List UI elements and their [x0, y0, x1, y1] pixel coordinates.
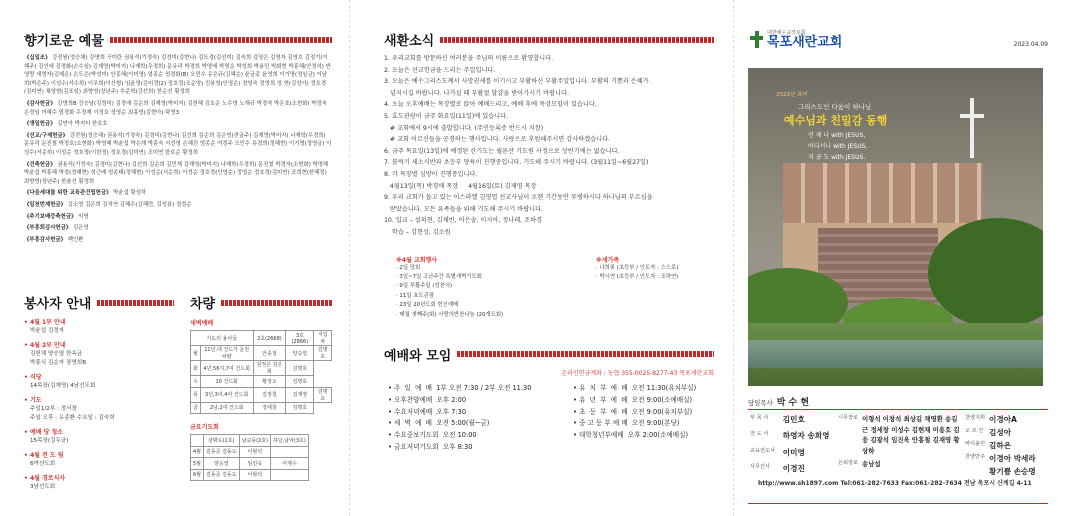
- music-name: 이경아A: [989, 415, 1017, 424]
- table-cell: 4년,56지,7여 건드회: [200, 361, 253, 376]
- table-cell: 양승열: [286, 346, 314, 361]
- volunteer-line: 15목장(김두균): [30, 438, 69, 444]
- news-item: # 교회에서 9시에 출발합니다. (주민등록증 반드시 지참): [384, 124, 544, 132]
- worship-time-item: • 금요저녁기도회 오후 8:30: [388, 442, 473, 451]
- new-family: [596, 255, 678, 320]
- table-cell: 목: [191, 387, 201, 402]
- cover-column: [748, 0, 1068, 516]
- fold-line: [733, 0, 734, 516]
- table-cell: 임진욱: [239, 458, 270, 470]
- offering-label: 《부흥감사헌금》: [24, 236, 67, 243]
- motto-line4: 어디서나 with JESUS,: [808, 143, 868, 150]
- table-cell: 이형석: [239, 446, 270, 458]
- event-item: · 11일 효도관광: [396, 292, 435, 299]
- pastor-line: [748, 395, 809, 408]
- news-item: 5. 효도관광이 금주 화요일(11일)에 있습니다.: [384, 112, 509, 120]
- volunteer-line: 14목장(김재영) 4남선도회: [30, 383, 96, 389]
- music-name: 이경아 박세라: [989, 454, 1036, 463]
- worship-time-item: • 새 벽 예 배 오전 5:00(월~금): [388, 419, 490, 428]
- table-cell: 원정은 김은희: [253, 361, 286, 376]
- motto-year: 2023년 표어: [776, 92, 808, 98]
- offering-group: [24, 161, 332, 187]
- table-cell: 월: [191, 346, 201, 361]
- event-item: · 매월 셋째주(화) 사랑의반찬나눔 (20개도회): [396, 311, 504, 318]
- church-contact: http://www.sh1897.com Tel:061-282-7633 Fax:061-282-7634 전남 목포시 산계길 4-11: [758, 480, 1032, 487]
- event-item: · 23일 20년도회 헌신예배: [396, 302, 459, 309]
- elders-role: 시무장로: [838, 415, 859, 421]
- music-role: 찬양반주: [965, 454, 986, 460]
- worship-header: [384, 345, 714, 364]
- dawn-vehicle-table: [190, 330, 332, 414]
- volunteer-heading: • 기도: [24, 397, 42, 404]
- table-header-cell: 3호(2866): [286, 331, 314, 346]
- title-bar: [440, 37, 714, 43]
- worship-time-item: • 오후찬양예배 오후 2:00: [388, 395, 467, 404]
- retired-elder-name: 송남섭: [862, 460, 881, 468]
- offering-label: 《선교/구제헌금》: [24, 132, 68, 139]
- motto-line5: 지 금 도 with JESUS.: [808, 154, 866, 161]
- music-staff-row: [963, 439, 1038, 452]
- news-item: 10. 입교 – 설의현, 김채빈, 어은솔, 이지아, 정나래, 조하경: [384, 217, 543, 225]
- news-column: [384, 0, 714, 516]
- offering-group: [24, 201, 332, 210]
- music-role: 바이올린: [965, 441, 986, 447]
- volunteer-line: 박윤섭 김정자: [30, 328, 65, 334]
- title-bar: [97, 300, 174, 306]
- friday-vehicle-table: [190, 434, 309, 481]
- staff-name: 이미영: [782, 447, 805, 457]
- staff-role: 전 도 사: [750, 431, 769, 438]
- table-cell: 11년,대 건드가 운전 차량: [200, 346, 253, 361]
- table-cell: 안종철: [253, 346, 286, 361]
- volunteer-heading: • 4월 전 도 팀: [24, 452, 64, 459]
- church-name: 목포새란교회: [767, 35, 843, 50]
- news-item: 널지시길 바랍니다. 나가실 때 부활절 달걀을 받아가시기 바랍니다.: [384, 89, 569, 97]
- music-name: 김하은: [989, 441, 1012, 450]
- offerings-header: [24, 30, 332, 49]
- table-cell: 화: [191, 361, 201, 376]
- table-cell: 2남,2여 건드회: [200, 402, 253, 414]
- music-role: 찬양지휘: [965, 415, 986, 421]
- motto-line1: 그리스도인 다움이 하나님: [798, 103, 872, 111]
- new-family-title: ※새가족: [596, 256, 620, 264]
- volunteer-line: 6여선도회: [30, 461, 56, 467]
- table-cell: 금: [191, 402, 201, 414]
- offering-label: 《건축헌금》: [24, 161, 56, 168]
- offerings-list: [24, 54, 332, 290]
- news-item: 1. 우리교회를 방문하신 여러분을 주님의 이름으로 환영합니다.: [384, 55, 554, 62]
- motto-main: 예수님과 친밀감 동행: [784, 114, 888, 127]
- worship-time-item: • 초 등 부 예 배 오전 9:00(유치부실): [573, 407, 693, 416]
- table-header-cell: 하당,남악(3호): [271, 435, 309, 447]
- worship-time-item: • 수요저녁예배 오후 7:30: [388, 407, 467, 416]
- table-header-cell: 삼밖도(1호): [204, 435, 240, 447]
- april-events: [396, 255, 576, 320]
- news-item: 7. 블럭기 세소식반과 초등부 양육이 진행중입니다. 기도해 주시기 바랍니다. (3월11일~6월27일): [384, 159, 649, 167]
- bulletin-date: 2023.04.09: [1013, 41, 1048, 48]
- table-row: [191, 361, 332, 376]
- table-cell: 정세창: [253, 402, 286, 414]
- divider: [748, 409, 1048, 410]
- staff-name: 김민호: [782, 415, 805, 424]
- volunteer-section: [24, 293, 174, 497]
- table-row: [191, 446, 309, 458]
- table-header-cell: 남교동(2호): [239, 435, 270, 447]
- table-row: [191, 376, 332, 388]
- offerings-title: 향기로운 예물: [24, 34, 104, 49]
- worship-time-item: • 대학청년부예배 오후 2:00(소예배실): [573, 431, 689, 440]
- news-item: 4월13일(목) 박경애 목장 4월16일(토) 김재영 목장: [384, 182, 537, 190]
- offering-group: [24, 54, 332, 97]
- staff-role: 사무간사: [750, 463, 771, 470]
- news-title: 새환소식: [384, 34, 435, 49]
- staff-row: [748, 462, 838, 478]
- news-item: 8. 각 목장별 심방이 진행중입니다.: [384, 170, 478, 178]
- volunteer-heading-text: 식당: [29, 374, 42, 381]
- volunteer-heading-text: 4월 2부 안내: [29, 342, 66, 349]
- offering-names: 백인환: [67, 236, 84, 243]
- denomination: 대한예수교장로회: [767, 30, 806, 36]
- table-cell: 양승열: [204, 458, 240, 470]
- staff-role: 부 목 사: [750, 415, 769, 421]
- table-cell: 김명호: [314, 346, 332, 361]
- volunteer-heading-text: 4월 전 도 팀: [29, 452, 64, 459]
- offering-label: 《주기보배증축헌금》: [24, 213, 77, 220]
- event-item: · 3일~7일 고난주간 특별새벽기도회: [396, 273, 482, 280]
- volunteer-line: 3남선도회: [30, 484, 56, 490]
- volunteer-heading: • 예배 당 청소: [24, 429, 64, 436]
- staff-list: [748, 413, 1048, 478]
- friday-prayer-subtitle: 금요기도회: [190, 424, 219, 431]
- music-staff-row: [963, 465, 1038, 478]
- staff-name: 이경진: [782, 463, 805, 473]
- volunteer-line: 주일1/2부 : 정서창: [30, 406, 77, 412]
- pastor-name: 박 수 현: [776, 398, 810, 408]
- table-cell: 이형석: [239, 469, 270, 481]
- news-list: [384, 53, 714, 239]
- pastor-role: 담임목사: [748, 399, 773, 407]
- table-row: [191, 346, 332, 361]
- volunteer-heading-text: 기도: [29, 397, 42, 404]
- volunteer-line: 주일 오후 : 유종환 수요일 : 김숙희: [30, 415, 115, 421]
- table-cell: 10 건드회: [200, 376, 253, 388]
- offering-names: 익명: [78, 213, 89, 220]
- news-item: 받았습니다. 모든 유족들을 위해 기도해 주시기 바랍니다.: [384, 205, 544, 213]
- music-role: 오 르 간: [965, 428, 984, 434]
- divider-bottom: [748, 503, 1048, 504]
- table-cell: 수: [191, 376, 201, 388]
- events-title: ※4월 교회행사: [396, 256, 438, 264]
- offering-label: 《생일헌금》: [24, 121, 56, 128]
- table-cell: 김명호: [314, 387, 332, 402]
- staff-row: [748, 429, 838, 445]
- worship-time-item: • 수요중보기도회 오전 10:00: [388, 431, 477, 440]
- table-cell: [271, 469, 309, 481]
- table-header-cell: 기도의 용사들: [191, 331, 254, 346]
- table-cell: 김동준 김동도: [204, 446, 240, 458]
- news-item: # 교회 어르신들을 공경하는 행사입니다. 사랑으로 후원해주시면 감사하겠습니다.: [384, 136, 611, 144]
- worship-time-item: • 유 년 부 예 배 오전 9:00(소예배실): [573, 395, 693, 404]
- new-family-item: · 박시연 (초등부 / 인도자 : 조하연): [596, 273, 679, 280]
- table-header-row: [191, 435, 309, 447]
- worship-time-item: • 유 치 부 예 배 오전 11:30(유치부실): [573, 383, 697, 392]
- volunteer-heading: • 4월 경로식사: [24, 475, 66, 482]
- table-header-cell: 지입차: [314, 331, 332, 346]
- tower-cross-icon: [970, 98, 974, 158]
- news-item: 2. 오늘은 선교헌금을 드리는 주일입니다.: [384, 66, 496, 74]
- worship-time-item: • 주 일 예 배 1부 오전 7:30 / 2부 오전 11:30: [388, 383, 532, 392]
- offering-names: 강전원(정승채) 강명희 구미란 권용석(기정숙) 김경미(김현나) 김도경(김선미) 김숙희 김영은 김영자 김영호 김정기(이혜주) 김인애 김정화(손수심) 김재영(박미지) 나재학(우경희) 문유리 박경희 박영애 박명순 박성희 박용민 박회현 박흥혜(안정석) 반영랑 새영자(김제은) 손도은(박성미) 안종혜(이미영) 엄종순 엄경화(B) 오민수 유은규(김혜순) 윤금종 윤영희 이기명(정임금) 이남희(박은주) 이성수(서수희) 이우희(이산형) 임윤영(김미정(2) 정호정(조순영) 진봉영(인영순) 정영숙 정영희 정 현(김성아) 정호경(김미연) 채영현(김포심) 최향영(장년주) 추준혁(강선희) 한순선 황정희: [24, 55, 331, 96]
- news-item: 6. 금주 목요일(13일)에 예정된 산기도는 월론산 기도원 사정으로 상반기에는 없습니다.: [384, 147, 620, 155]
- offering-label: 《다음세대를 위한 교육관건립헌금》: [24, 190, 112, 197]
- music-role: [963, 465, 987, 478]
- volunteer-heading-text: 예배 당 청소: [29, 429, 64, 436]
- event-item: · 9일 부활주일 (성찬식): [396, 283, 453, 290]
- table-row: [191, 402, 332, 414]
- church-logo: [750, 29, 842, 49]
- music-name: 황기쁨 손승명: [989, 467, 1036, 476]
- worship-time-item: • 중 고 등 부 예 배 오전 9:00(본당): [573, 419, 680, 428]
- offering-group: [24, 100, 332, 117]
- fold-line: [349, 0, 350, 516]
- offering-names: 김소영 김은희 김지연 김혜수(김혜련, 김성용) 정정순: [67, 201, 192, 208]
- table-cell: 6월: [191, 469, 204, 481]
- table-cell: 김명호: [286, 361, 314, 376]
- news-item: 3. 오늘은 예수그리스도께서 사망권세를 이기시고 부활하신 부활주일입니다. 부활의 기쁨과 은혜가: [384, 78, 649, 86]
- offering-names: 박윤섭 황성하: [113, 190, 147, 197]
- music-name: 김성아: [989, 428, 1012, 437]
- table-cell: 3년,3여,4여 건드회: [200, 387, 253, 402]
- event-item: · 2일 당회: [396, 264, 421, 271]
- worship-title: 예배와 모임: [384, 348, 452, 364]
- table-cell: 4월: [191, 446, 204, 458]
- offering-label: 《십일조》: [24, 55, 51, 61]
- table-cell: 김명호: [286, 376, 314, 388]
- volunteer-heading-text: 4월 1부 안내: [29, 319, 66, 326]
- volunteer-heading: • 4월 2부 안내: [24, 342, 66, 349]
- volunteer-line: 김헌채 양승열 한옥금: [30, 351, 83, 357]
- staff-name: 하영자 송희영: [782, 431, 830, 441]
- table-row: [191, 458, 309, 470]
- table-cell: 황정오: [253, 376, 286, 388]
- online-offering-account: 온라인헌금계좌 : 농협 355-0025-8277-43 목포새란교회: [561, 369, 714, 377]
- offering-names: 강명희B 강승남(김정미) 김경애 김순희 김재영(박미지) 김헌혜 김호순 노수영 노재규 박경자 박은호(소현화) 박정숙 손정임 여혜수 엄경화 우정재 이정호 정영순 최홍영(김현아) 탁영3: [24, 100, 327, 116]
- table-cell: 김정철: [253, 387, 286, 402]
- table-cell: 김동준 김동도: [204, 469, 240, 481]
- volunteer-heading-text: 4월 경로식사: [29, 475, 66, 482]
- vehicle-section: [190, 293, 332, 497]
- offering-names: 강전원(정승채) 권용석(기정숙) 김경미(김현나) 김선희 김순희 김은영(전금주) 김재영(박미지) 나재학(우경희) 문유리 문진철 박정호(소현화) 박영혜 박윤섭 박은재 박흥숙 서선영 손혜진 엄종순 여경주 오민수 유경희(정혜현) 이기명(정영금) 이성수(서순희) 이성순 정호정(이한정) 정호경(김미연) 조미연 한호순 황정희: [24, 132, 332, 156]
- offering-names: 권용석(기정숙) 김경미(김현나) 김선희 김순희 김민재 김재영(박미지) 나재학(우경희) 문진철 박경자(소현화) 박영혜 박윤섭 박흥혜 박정(정혜현) 성근배 엄종태(정혜현) 이성순(서순희) 이성순 정호정(인영순) 정영순 정호경(김미연) 조희현(한혜정) 최향영(장년주) 한춘선 황정희: [24, 161, 329, 185]
- elders-names: 이형석 이창석 최상길 채영환 송길근 정세창 이성수 김현채 이용호 김 웅 김광석 임진욱 안홍철 김재영 황상하: [862, 415, 960, 455]
- table-cell: 5월: [191, 458, 204, 470]
- table-cell: 김명호: [286, 402, 314, 414]
- table-cell: [271, 446, 309, 458]
- tower-cross-bar: [960, 114, 984, 118]
- table-cell: 어재수: [271, 458, 309, 470]
- table-row: [191, 469, 309, 481]
- dawn-service-subtitle: 새벽예배: [190, 320, 214, 327]
- table-header-cell: [191, 435, 204, 447]
- offering-label: 《부흥회감사헌금》: [24, 225, 72, 232]
- table-header-row: [191, 331, 332, 346]
- offering-group: [24, 132, 332, 158]
- table-cell: 김재영: [286, 387, 314, 402]
- volunteer-title: 봉사자 안내: [24, 297, 92, 312]
- staff-row: [748, 413, 838, 429]
- volunteer-line: 박흥식 김순자 장영희B: [30, 360, 87, 366]
- table-header-cell: 2호(2668): [253, 331, 286, 346]
- worship-times: [384, 383, 714, 454]
- motto-line3: 언 제 나 with JESUS,: [808, 132, 866, 139]
- music-staff-row: [963, 413, 1038, 426]
- offering-label: 《일천번제헌금》: [24, 201, 67, 208]
- offering-names: 김은영: [72, 225, 89, 232]
- title-bar: [221, 300, 332, 306]
- vehicle-title: 차량: [190, 297, 216, 312]
- volunteer-heading: • 4월 1부 안내: [24, 319, 66, 326]
- title-bar: [110, 37, 332, 43]
- title-bar: [457, 351, 714, 357]
- offering-group: [24, 224, 332, 233]
- offering-group: [24, 213, 332, 222]
- music-staff-row: [963, 452, 1038, 465]
- offerings-column: [24, 0, 332, 516]
- church-photo: [748, 68, 1043, 386]
- volunteer-heading: • 식당: [24, 374, 42, 381]
- offering-names: 김연아 박지터 한호호: [57, 121, 108, 128]
- offering-group: [24, 236, 332, 245]
- news-item: 4. 오늘 오후예배는 목장별로 앉아 예배드리고, 예배 후에 목장모임이 있습니다.: [384, 101, 597, 109]
- river: [748, 340, 1043, 368]
- new-family-item: · 나희봉 (초등부 / 인도자 : 스스로): [596, 264, 679, 271]
- news-item: 9. 우리 교회가 돕고 있는 이스라엘 김영엽 선교사님이 오랜 기간동안 투병하시다 하나님의 부르심을: [384, 194, 653, 202]
- staff-row: [748, 446, 838, 462]
- news-header: [384, 30, 714, 49]
- building-windows: [783, 163, 983, 223]
- offering-group: [24, 189, 332, 198]
- cross-icon: [750, 31, 763, 48]
- news-item: 학습 – 김현성, 김소원: [384, 228, 451, 236]
- table-row: [191, 387, 332, 402]
- offering-label: 《감사헌금》: [24, 100, 56, 107]
- staff-role: 교육전도사: [750, 447, 776, 454]
- offering-group: [24, 120, 332, 129]
- retired-elder-role: 은퇴장로: [838, 460, 859, 466]
- music-staff-row: [963, 426, 1038, 439]
